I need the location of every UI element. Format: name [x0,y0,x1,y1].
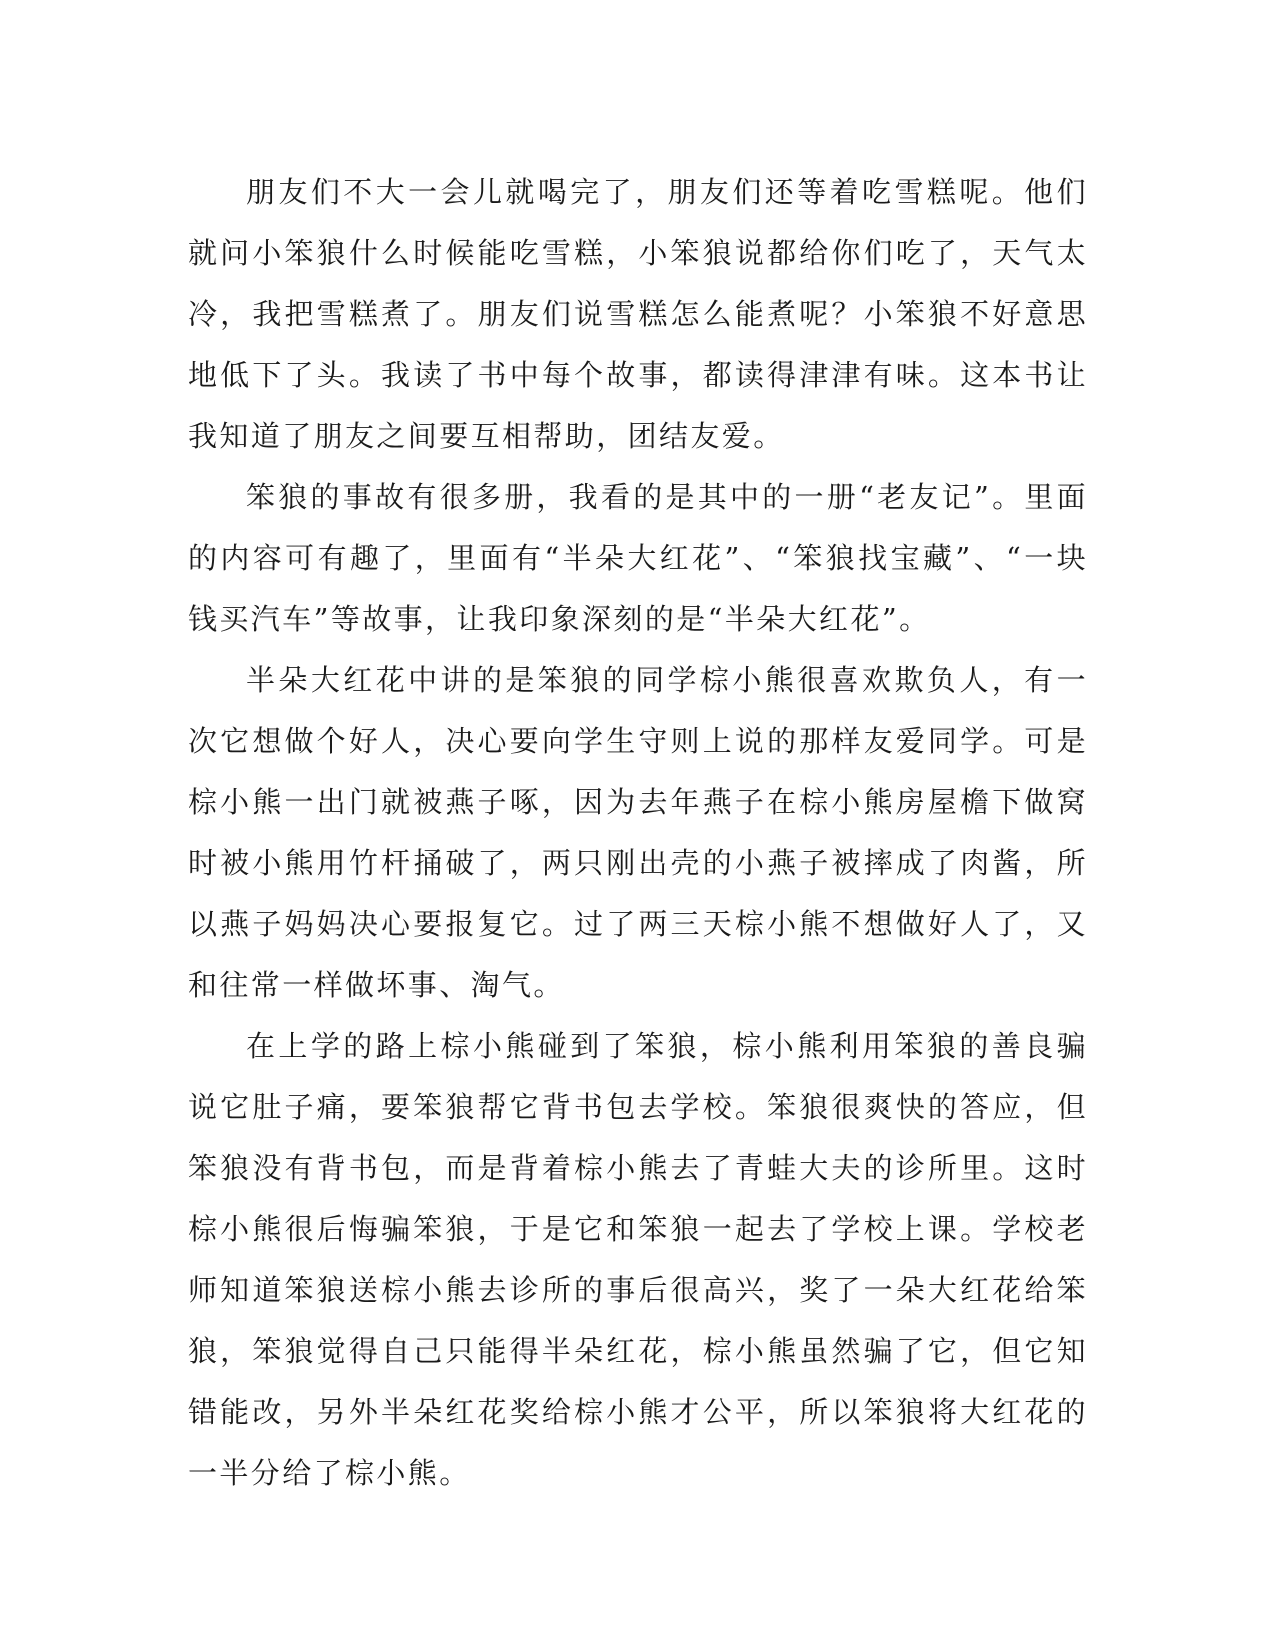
document-body [188,162,1088,1504]
paragraph-1: 朋友们不大一会儿就喝完了，朋友们还等着吃雪糕呢。他们就问小笨狼什么时候能吃雪糕，小笨狼说都给你们吃了，天气太冷，我把雪糕煮了。朋友们说雪糕怎么能煮呢？小笨狼不好意思地低下了头。我读了书中每个故事，都读得津津有味。这本书让我知道了朋友之间要互相帮助，团结友爱。 [188,175,1088,453]
paragraph-3: 半朵大红花中讲的是笨狼的同学棕小熊很喜欢欺负人，有一次它想做个好人，决心要向学生守则上说的那样友爱同学。可是棕小熊一出门就被燕子啄，因为去年燕子在棕小熊房屋檐下做窝时被小熊用竹杆捅破了，两只刚出壳的小燕子被摔成了肉酱，所以燕子妈妈决心要报复它。过了两三天棕小熊不想做好人了，又和往常一样做坏事、淘气。 [188,663,1088,1002]
paragraph-2: 笨狼的事故有很多册，我看的是其中的一册“老友记”。里面的内容可有趣了，里面有“半朵大红花”、“笨狼找宝藏”、“一块钱买汽车”等故事，让我印象深刻的是“半朵大红花”。 [188,480,1088,636]
paragraph-4: 在上学的路上棕小熊碰到了笨狼，棕小熊利用笨狼的善良骗说它肚子痛，要笨狼帮它背书包去学校。笨狼很爽快的答应，但笨狼没有背书包，而是背着棕小熊去了青蛙大夫的诊所里。这时棕小熊很后悔骗笨狼，于是它和笨狼一起去了学校上课。学校老师知道笨狼送棕小熊去诊所的事后很高兴，奖了一朵大红花给笨狼，笨狼觉得自己只能得半朵红花，棕小熊虽然骗了它，但它知错能改，另外半朵红花奖给棕小熊才公平，所以笨狼将大红花的一半分给了棕小熊。 [188,1029,1088,1490]
